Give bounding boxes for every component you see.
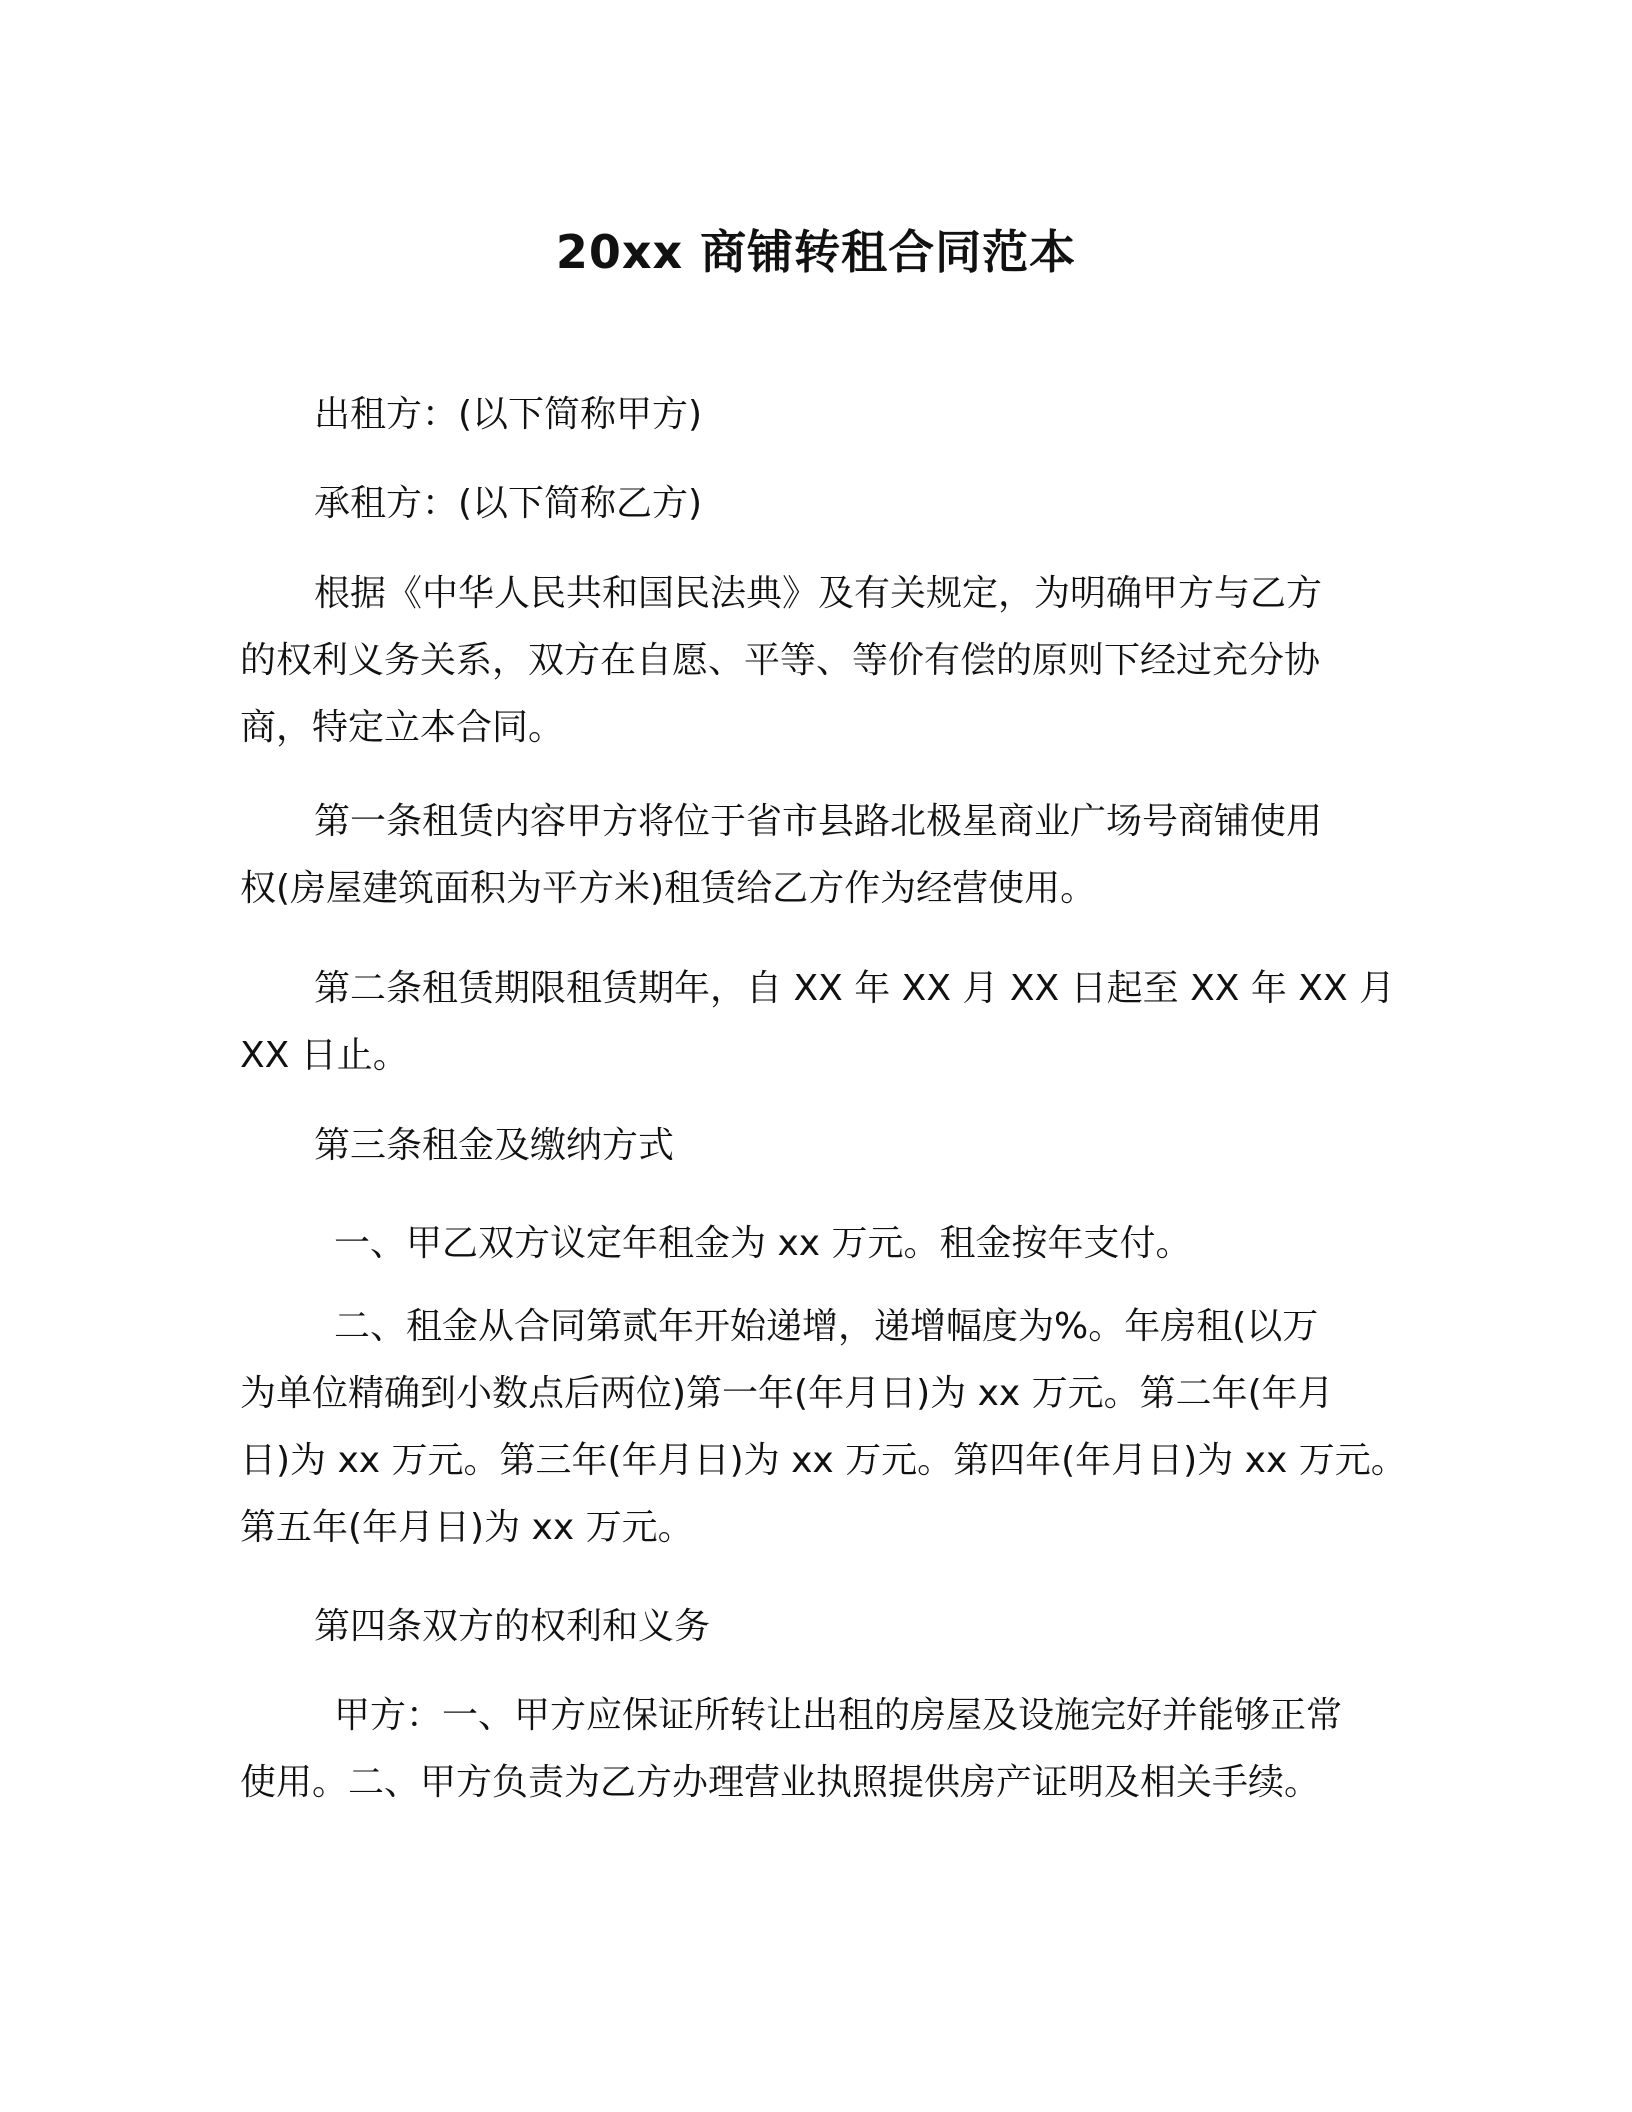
article-3-item-2-line-1: 二、租金从合同第贰年开始递增，递增幅度为%。年房租(以万 <box>334 1306 1319 1347</box>
article-4-party-a-line-1: 甲方：一、甲方应保证所转让出租的房屋及设施完好并能够正常 <box>334 1695 1343 1736</box>
article-1 <box>240 788 1400 922</box>
lessor-line <box>240 381 1400 448</box>
lessee-text: 承租方：(以下简称乙方) <box>314 483 703 524</box>
article-3-item-2-line-2: 为单位精确到小数点后两位)第一年(年月日)为 xx 万元。第二年(年月 <box>240 1373 1334 1414</box>
article-2-line-1: 第二条租赁期限租赁期年，自 XX 年 XX 月 XX 日起至 XX 年 XX 月 <box>314 968 1396 1009</box>
document-title: 20xx 商铺转租合同范本 <box>555 225 1077 279</box>
article-3-item-2-line-4: 第五年(年月日)为 xx 万元。 <box>240 1507 694 1548</box>
intro-line-2: 的权利义务关系，双方在自愿、平等、等价有偿的原则下经过充分协 <box>240 640 1321 681</box>
intro-line-3: 商，特定立本合同。 <box>240 707 565 748</box>
article-4-party-a <box>240 1682 1400 1816</box>
article-3-heading-text: 第三条租金及缴纳方式 <box>314 1125 675 1166</box>
article-2 <box>240 955 1400 1089</box>
article-1-line-2: 权(房屋建筑面积为平方米)租赁给乙方作为经营使用。 <box>240 868 1097 909</box>
intro-line-1: 根据《中华人民共和国民法典》及有关规定，为明确甲方与乙方 <box>314 573 1323 614</box>
lessor-text: 出租方：(以下简称甲方) <box>314 394 703 435</box>
article-4-party-a-line-2: 使用。二、甲方负责为乙方办理营业执照提供房产证明及相关手续。 <box>240 1762 1321 1803</box>
article-3-heading <box>240 1112 1400 1179</box>
article-4-heading <box>240 1593 1400 1660</box>
intro-paragraph <box>240 560 1400 761</box>
article-3-item-1 <box>240 1210 1400 1277</box>
article-4-heading-text: 第四条双方的权利和义务 <box>314 1606 711 1647</box>
article-3-item-1-text: 一、甲乙双方议定年租金为 xx 万元。租金按年支付。 <box>334 1223 1192 1264</box>
article-3-item-2 <box>240 1293 1407 1561</box>
article-3-item-2-line-3: 日)为 xx 万元。第三年(年月日)为 xx 万元。第四年(年月日)为 xx 万元。 <box>240 1440 1407 1481</box>
article-1-line-1: 第一条租赁内容甲方将位于省市县路北极星商业广场号商铺使用 <box>314 801 1323 842</box>
lessee-line <box>240 470 1400 537</box>
article-2-line-2: XX 日止。 <box>240 1035 409 1076</box>
